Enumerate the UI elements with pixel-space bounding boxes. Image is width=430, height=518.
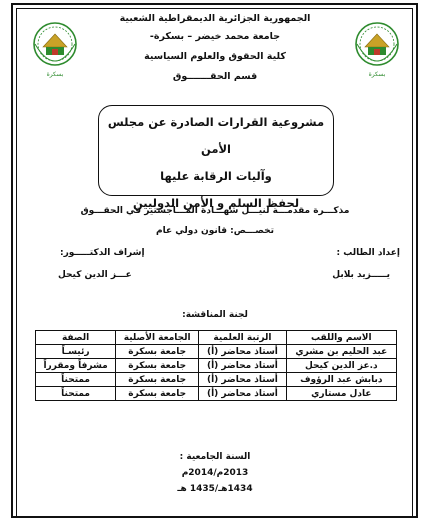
table-row <box>36 387 397 401</box>
table-cell: عبد الحليم بن مشري <box>286 345 396 359</box>
table-cell: رئيسـاً <box>36 345 116 359</box>
specialty-line: تخصـــص: قانون دولي عام <box>155 226 275 236</box>
table-row <box>36 359 397 373</box>
table-header-row <box>36 331 397 345</box>
table-cell: أستاذ محاضر (أ) <box>199 373 286 387</box>
table-cell: أستاذ محاضر (أ) <box>199 387 286 401</box>
table-cell: ممتحناً <box>36 387 116 401</box>
header-university: جامعة محمد خيضر – بسكرة- <box>149 31 281 42</box>
table-header-cell: الرتبة العلمية <box>199 331 286 345</box>
academic-year-hijri: 1434هـ/1435 هـ <box>177 484 253 494</box>
table-header-cell: الصفة <box>36 331 116 345</box>
table-cell: أستاذ محاضر (أ) <box>199 345 286 359</box>
academic-year-gregorian: 2013م/2014م <box>181 468 249 478</box>
student-label: إعداد الطالب : <box>336 248 400 258</box>
table-row <box>36 373 397 387</box>
table-cell: د.عز الدين كيحل <box>286 359 396 373</box>
table-header-cell: الاسم واللقب <box>286 331 396 345</box>
logo-caption-right: بسكرة <box>368 71 386 78</box>
academic-year-label: السنة الجامعية : <box>179 452 251 462</box>
supervisor-name: عـــز الدين كيحل <box>58 270 132 280</box>
table-cell: جامعة بسكرة <box>116 345 199 359</box>
table-cell: أستاذ محاضر (أ) <box>199 359 286 373</box>
table-cell: عادل مستاري <box>286 387 396 401</box>
table-cell: دبابش عبد الرؤوف <box>286 373 396 387</box>
thesis-title-line3: لحفظ السلم و الأمن الدوليين <box>132 196 300 210</box>
table-header-cell: الجامعة الأصلية <box>116 331 199 345</box>
table-row <box>36 345 397 359</box>
student-name: يـــــزيد بلابل <box>332 270 390 280</box>
table-cell: ممتحناً <box>36 373 116 387</box>
header-republic: الجمهورية الجزائرية الديمقراطية الشعبية <box>119 13 311 24</box>
memo-line: مذكـــرة مقدمـــة لنيـــل شهـــادة المـــاجستير في الحقـــوق <box>80 206 350 216</box>
thesis-title-line2: وآليات الرقابة عليها <box>160 169 272 183</box>
header-faculty: كلية الحقوق والعلوم السياسية <box>144 51 286 62</box>
thesis-title-box <box>98 105 334 210</box>
table-cell: جامعة بسكرة <box>116 359 199 373</box>
page-border-inner <box>16 8 413 518</box>
table-cell: جامعة بسكرة <box>116 387 199 401</box>
header-department: قسم الحقـــــــوق <box>172 71 258 82</box>
table-cell: مشرفاً ومقرراً <box>36 359 116 373</box>
committee-label: لجنة المناقشة: <box>182 310 248 320</box>
logo-caption-left: بسكرة <box>46 71 64 78</box>
thesis-title-line1: مشروعية القرارات الصادرة عن مجلس الأمن <box>107 115 325 156</box>
supervisor-label: إشراف الدكتـــــور: <box>60 248 145 258</box>
table-cell: جامعة بسكرة <box>116 373 199 387</box>
committee-table <box>35 330 397 401</box>
